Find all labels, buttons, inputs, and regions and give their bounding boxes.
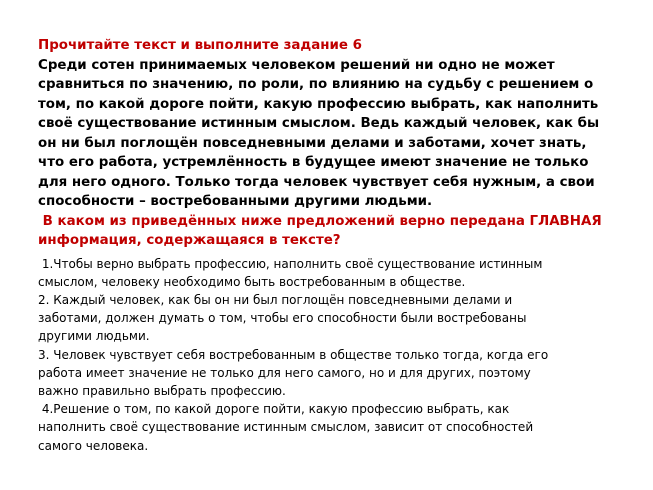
answer-line: смыслом, человеку необходимо быть востребованным в обществе. (38, 274, 466, 289)
answer-line: 4.Решение о том, по какой дороге пойти, какую профессию выбрать, как (38, 402, 510, 417)
question-line: В каком из приведённых ниже предложений верно передана ГЛАВНАЯ (38, 213, 602, 229)
passage-line: что его работа, устремлённость в будущее имеют значение не только (38, 155, 589, 170)
answer-line: заботами, должен думать о том, чтобы его способности были востребованы (38, 311, 527, 326)
passage-line: способности – востребованными другими людьми. (38, 194, 433, 209)
answer-options (38, 255, 638, 455)
passage-line: том, по какой дороге пойти, какую профессию выбрать, как наполнить (38, 96, 599, 112)
question-line: информация, содержащаяся в тексте? (38, 233, 341, 248)
passage-line: своё существование истинным смыслом. Ведь каждый человек, как бы (38, 116, 600, 131)
answer-line: 1.Чтобы верно выбрать профессию, наполнить своё существование истинным (38, 256, 543, 271)
task-title: Прочитайте текст и выполните задание 6 (38, 38, 362, 53)
answer-line: самого человека. (38, 438, 149, 453)
passage-line: Среди сотен принимаемых человеком решений ни одно не может (38, 57, 555, 73)
answer-line: работа имеет значение не только для него самого, но и для других, поэтому (38, 365, 531, 380)
answer-line: 2. Каждый человек, как бы он ни был поглощён повседневными делами и (38, 292, 513, 307)
answer-line: важно правильно выбрать профессию. (38, 383, 286, 398)
answer-line: 3. Человек чувствует себя востребованным в обществе только тогда, когда его (38, 347, 549, 362)
question (38, 212, 638, 251)
passage (38, 56, 638, 212)
passage-line: для него одного. Только тогда человек чувствует себя нужным, а свои (38, 174, 595, 190)
answer-line: другими людьми. (38, 329, 150, 344)
slide (38, 36, 638, 455)
passage-line: он ни был поглощён повседневными делами и заботами, хочет знать, (38, 135, 587, 151)
answer-line: наполнить своё существование истинным смыслом, зависит от способностей (38, 420, 534, 435)
passage-line: сравниться по значению, по роли, по влиянию на судьбу с решением о (38, 77, 594, 92)
